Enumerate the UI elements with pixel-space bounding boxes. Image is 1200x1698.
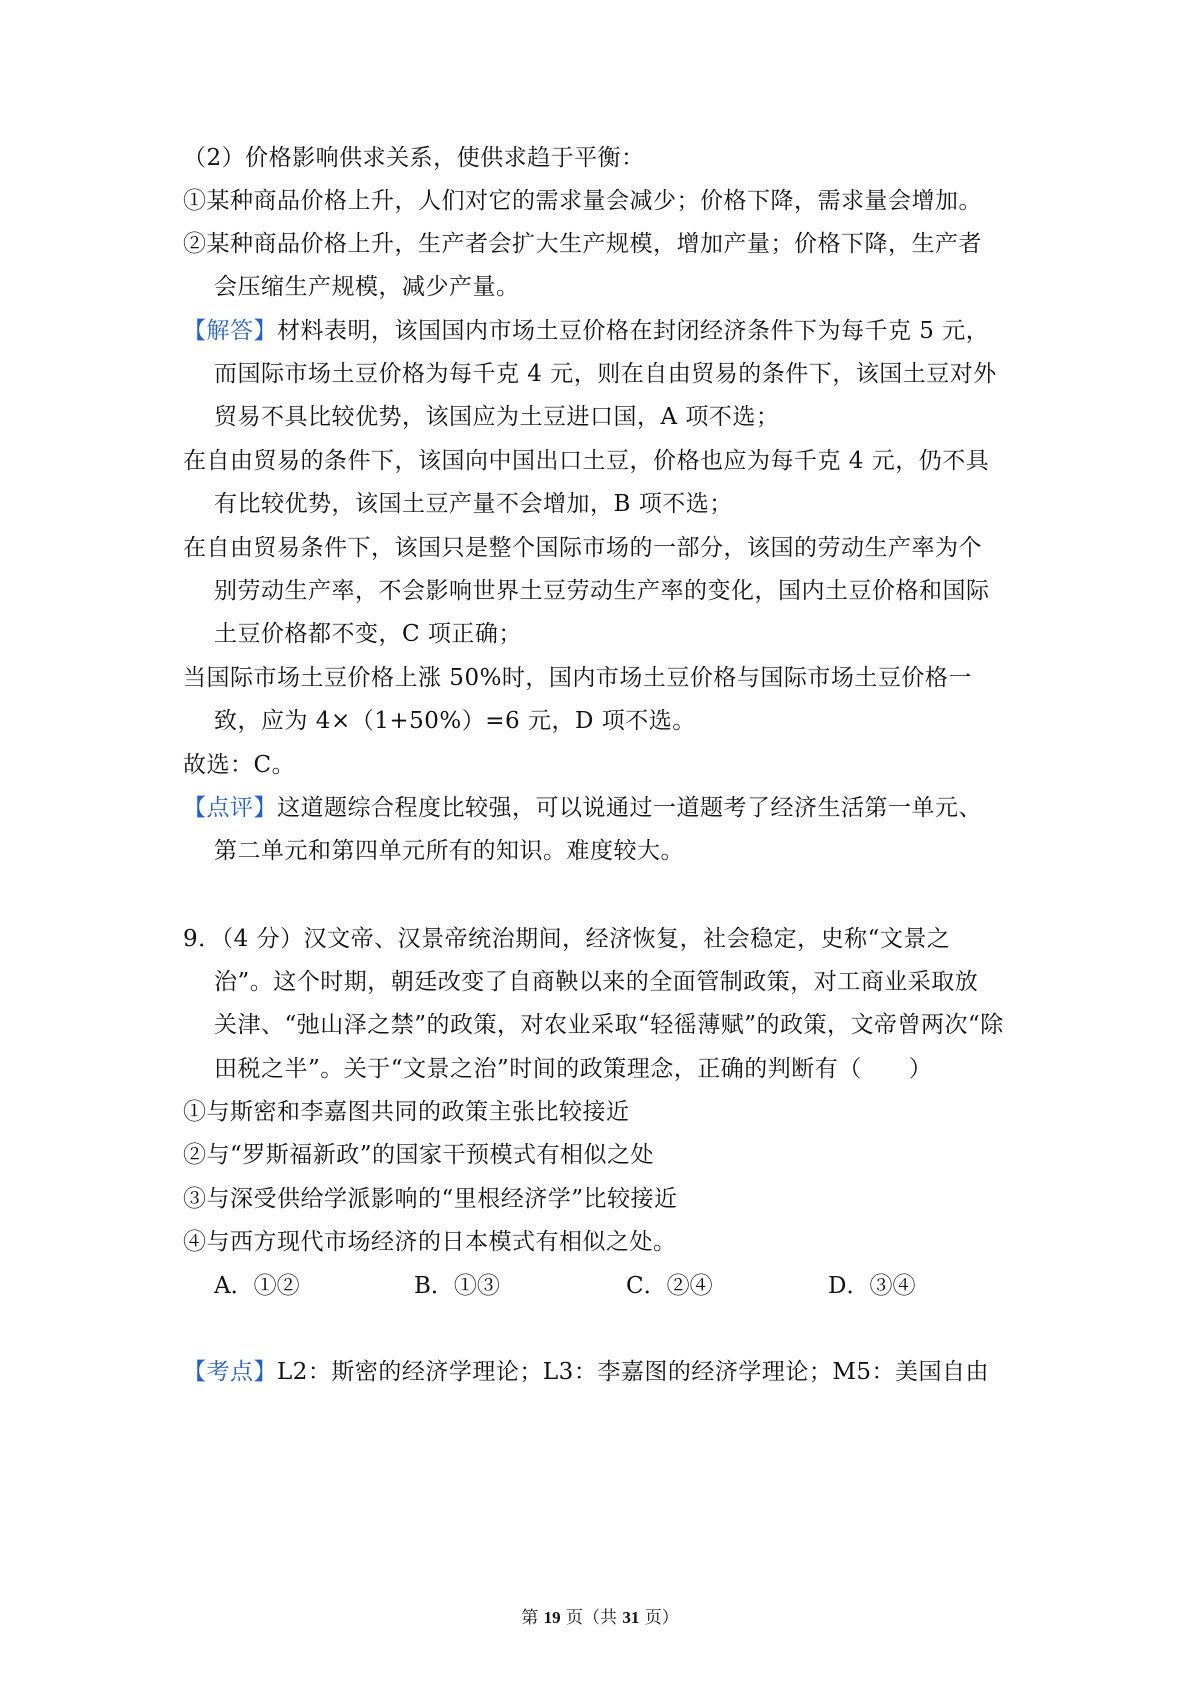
answer-text: 材料表明，该国国内市场土豆价格在封闭经济条件下为每千克 5 元，: [277, 318, 990, 344]
statement: ③与深受供给学派影响的“里根经济学”比较接近: [183, 1186, 678, 1212]
text-line: 当国际市场土豆价格上涨 50%时，国内市场土豆价格与国际市场土豆价格一: [183, 665, 972, 691]
page-number: 19: [543, 1608, 561, 1627]
statement: ①与斯密和李嘉图共同的政策主张比较接近: [183, 1099, 630, 1125]
text-line: 致，应为 4×（1+50%）=6 元，D 项不选。: [214, 708, 696, 734]
text-line: 在自由贸易条件下，该国只是整个国际市场的一部分，该国的劳动生产率为个: [183, 535, 982, 561]
text-line: 有比较优势，该国土豆产量不会增加，B 项不选；: [214, 491, 733, 517]
answer-tag: 【解答】: [183, 318, 277, 344]
statement: ②与“罗斯福新政”的国家干预模式有相似之处: [183, 1142, 655, 1168]
text-line: 贸易不具比较优势，该国应为土豆进口国，A 项不选；: [214, 404, 780, 430]
comment-text: 这道题综合程度比较强，可以说通过一道题考了经济生活第一单元、: [277, 795, 982, 821]
text-line: 而国际市场土豆价格为每千克 4 元，则在自由贸易的条件下，该国土豆对外: [214, 361, 997, 387]
option-b: B．①③: [414, 1273, 500, 1299]
text-line: ①某种商品价格上升，人们对它的需求量会减少；价格下降，需求量会增加。: [183, 188, 982, 214]
comment-first-line: [183, 793, 982, 823]
text-line: 会压缩生产规模，减少产量。: [214, 274, 520, 300]
question-stem: 治”。这个时期，朝廷改变了自商鞅以来的全面管制政策，对工商业采取放: [214, 969, 979, 995]
question-stem: 田税之半”。关于“文景之治”时间的政策理念，正确的判断有（ ）: [214, 1056, 933, 1082]
answer-first-line: [183, 316, 989, 346]
option-a: A．①②: [214, 1273, 300, 1299]
question-stem: 9．（4 分）汉文帝、汉景帝统治期间，经济恢复，社会稳定，史称“文景之: [183, 926, 951, 952]
text-line: 别劳动生产率，不会影响世界土豆劳动生产率的变化，国内土豆价格和国际: [214, 578, 990, 604]
option-c: C．②④: [626, 1273, 713, 1299]
footer-middle: 页（共: [560, 1608, 623, 1628]
kaodian-text: L2：斯密的经济学理论；L3：李嘉图的经济学理论；M5：美国自由: [277, 1359, 989, 1385]
kaodian-tag: 【考点】: [183, 1359, 277, 1385]
answer-choice: 故选：C。: [183, 752, 296, 778]
text-line: 在自由贸易的条件下，该国向中国出口土豆，价格也应为每千克 4 元，仍不具: [183, 448, 990, 474]
text-line: （2）价格影响供求关系，使供求趋于平衡：: [183, 145, 645, 171]
question-stem: 关津、“弛山泽之禁”的政策，对农业采取“轻徭薄赋”的政策，文帝曾两次“除: [214, 1012, 1004, 1038]
text-line: ②某种商品价格上升，生产者会扩大生产规模，增加产量；价格下降，生产者: [183, 231, 982, 257]
text-line: 第二单元和第四单元所有的知识。难度较大。: [214, 838, 684, 864]
page-footer: [0, 1606, 1200, 1630]
comment-tag: 【点评】: [183, 795, 277, 821]
option-d: D．③④: [828, 1273, 916, 1299]
kaodian-line: [183, 1357, 989, 1387]
text-line: 土豆价格都不变，C 项正确；: [214, 621, 522, 647]
footer-prefix: 第: [521, 1608, 544, 1628]
page-total: 31: [622, 1608, 640, 1627]
footer-suffix: 页）: [639, 1608, 679, 1628]
statement: ④与西方现代市场经济的日本模式有相似之处。: [183, 1229, 677, 1255]
